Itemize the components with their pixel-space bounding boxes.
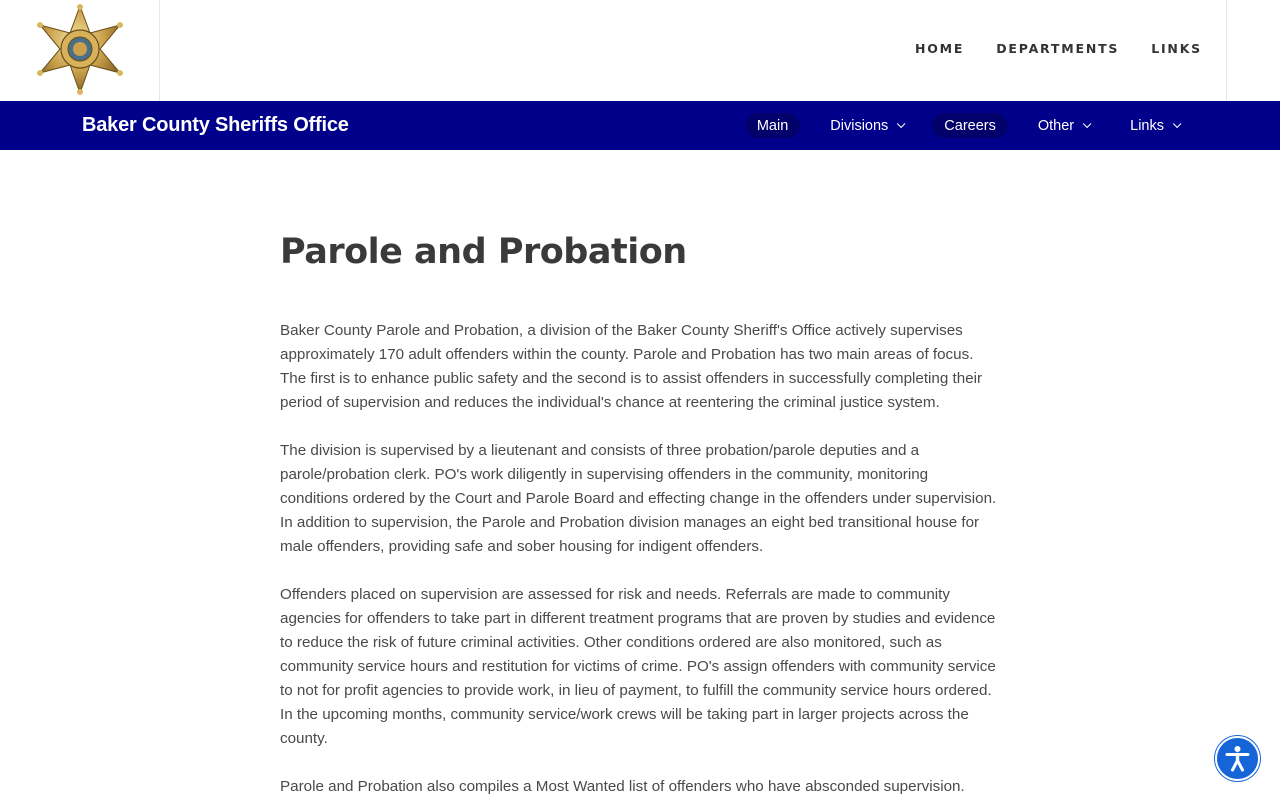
site-nav-bar	[0, 101, 1280, 150]
page-title: Parole and Probation	[280, 232, 687, 272]
paragraph-most-wanted: Parole and Probation also compiles a Most Wanted list of offenders who have absconded supervision.	[280, 778, 965, 795]
nav-item-links[interactable]	[1118, 113, 1190, 138]
accessibility-icon	[1223, 744, 1252, 773]
nav-item-label: Divisions	[830, 117, 889, 134]
nav-item-main[interactable]	[745, 113, 800, 138]
site-title[interactable]: Baker County Sheriffs Office	[82, 114, 349, 136]
paragraph-intro: Baker County Parole and Probation, a division of the Baker County Sheriff's Office actively supervises approximately 170 adult offenders within the county. Parole and Probation has two main areas of focus. The first is to enhance public safety and the second is to assist offenders in successfully completing their period of supervision and reduces the individual's chance at reentering the criminal justice system.	[280, 322, 983, 411]
nav-item-careers[interactable]	[932, 113, 1008, 138]
accessibility-button[interactable]	[1215, 736, 1260, 781]
nav-item-label: Other	[1037, 117, 1075, 134]
nav-item-label: Careers	[944, 117, 996, 134]
logo-link[interactable]	[0, 0, 160, 101]
top-header	[0, 0, 1280, 101]
paragraph-offenders: Offenders placed on supervision are assessed for risk and needs. Referrals are made to community agencies for offenders to take part in different treatment programs that are proven by studies and evidence to reduce the risk of future criminal activities. Other conditions ordered are also monitored, such as community service hours and restitution for victims of crime. PO's assign offenders with community service to not for profit agencies to provide work, in lieu of payment, to fulfill the community service hours ordered. In the upcoming months, community service/work crews will be taking part in larger projects across the county.	[280, 586, 996, 747]
top-nav-departments[interactable]: DEPARTMENTS	[996, 41, 1120, 56]
chevron-down-icon	[897, 119, 905, 127]
nav-item-divisions[interactable]	[818, 113, 914, 138]
paragraph-division: The division is supervised by a lieutenant and consists of three probation/parole deputies and a parole/probation clerk. PO's work diligently in supervising offenders in the community, monitoring conditions ordered by the Court and Parole Board and effecting change in the offenders under supervision. In addition to supervision, the Parole and Probation division manages an eight bed transitional house for male offenders, providing safe and sober housing for indigent offenders.	[280, 442, 997, 555]
nav-item-other[interactable]	[1026, 113, 1100, 138]
top-nav-home[interactable]: HOME	[914, 41, 965, 56]
sheriff-badge-logo	[32, 3, 128, 97]
chevron-down-icon	[1083, 119, 1091, 127]
chevron-down-icon	[1173, 119, 1181, 127]
sub-nav	[745, 113, 1190, 138]
main-content	[280, 232, 1000, 799]
nav-item-label: Links	[1130, 117, 1164, 134]
top-nav-links[interactable]: LINKS	[1151, 41, 1202, 56]
top-nav	[915, 41, 1202, 56]
header-divider	[1226, 0, 1227, 101]
nav-item-label: Main	[756, 117, 789, 134]
